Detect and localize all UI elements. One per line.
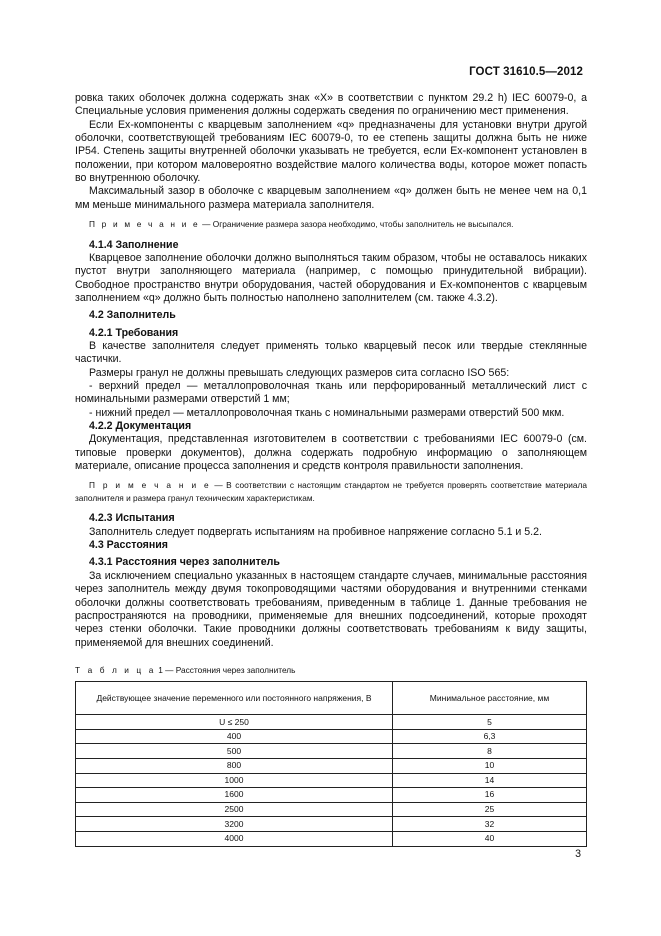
table-row [76, 802, 587, 817]
table-row [76, 831, 587, 846]
paragraph: ровка таких оболочек должна содержать знак «X» в соответствии с пунктом 29.2 h) IEC 60079-0, а Специальные условия применения должны содержать сведения по ограничению мест применения. [75, 92, 587, 118]
distances-table [75, 681, 587, 846]
distance-cell: 16 [393, 788, 587, 803]
distance-cell: 6,3 [393, 729, 587, 744]
distance-cell: 40 [393, 831, 587, 846]
paragraph: В качестве заполнителя следует применять только кварцевый песок или твердые стеклянные частички. [75, 340, 587, 366]
voltage-cell: 500 [76, 744, 393, 759]
note [75, 479, 587, 504]
distance-cell: 8 [393, 744, 587, 759]
note-text: — Ограничение размера зазора необходимо, чтобы заполнитель не высыпался. [199, 219, 514, 230]
note-text: — В соответствии с настоящим стандартом не требуется проверять соответствие материала заполнителя и размера гранул техническим характеристикам. [75, 480, 587, 503]
table-row [76, 744, 587, 759]
section-heading: 4.2.2 Документация [89, 420, 192, 433]
paragraph: Максимальный зазор в оболочке с кварцевым заполнением «q» должен быть не менее чем на 0,1 мм меньше минимального размера материала заполнителя. [75, 185, 587, 211]
section-heading: 4.3 Расстояния [89, 539, 168, 552]
section-heading: 4.2 Заполнитель [89, 309, 176, 322]
table-caption-label: Т а б л и ц а [75, 664, 156, 675]
voltage-cell: 400 [76, 729, 393, 744]
paragraph: Размеры гранул не должны превышать следующих размеров сита согласно ISO 565: [89, 366, 510, 379]
voltage-cell: U ≤ 250 [76, 715, 393, 730]
note-label: П р и м е ч а н и е [89, 219, 200, 230]
table-caption-text: 1 — Расстояния через заполнитель [155, 664, 296, 675]
section-heading: 4.3.1 Расстояния через заполнитель [89, 556, 280, 569]
voltage-cell: 1600 [76, 788, 393, 803]
list-item: - нижний предел — металлопроволочная ткань с номинальными размерами отверстий 500 мкм. [89, 406, 565, 419]
distance-cell: 10 [393, 759, 587, 774]
page-number: 3 [575, 848, 581, 860]
distance-cell: 32 [393, 817, 587, 832]
paragraph: Кварцевое заполнение оболочки должно выполняться таким образом, чтобы не оставалось никаких пустот внутри заполняющего материала (например, с помощью принудительной вибрации). Свободное пространство внутри оборудования, частей оборудования и Ex-компонентов с кварцевым заполнением «q» должно быть полностью наполнено заполнителем (см. также 4.3.2). [75, 251, 587, 304]
column-header-distance: Минимальное расстояние, мм [393, 682, 587, 715]
column-header-voltage: Действующее значение переменного или постоянного напряжения, В [76, 682, 393, 715]
document-header: ГОСТ 31610.5—2012 [469, 66, 583, 78]
paragraph: За исключением специально указанных в настоящем стандарте случаев, минимальные расстояния через заполнитель между двумя токопроводящими частями оборудования и внутренними стенками оболочки должны соответствовать требованиям, приведенным в таблице 1. Данные требования не распространяются на проводники, применяемые для внешних подсоединений, которые проходят через стенки оболочки. Такие проводники должны соответствовать требованиям к виду защиты, применяемой для внешних соединений. [75, 569, 587, 649]
paragraph: Если Ex-компоненты с кварцевым заполнением «q» предназначены для установки внутри другой оболочки, соответствующей требованиям IEC 60079-0, то ее степень защиты должна быть не ниже IP54. Степень защиты внутренней оболочки указывать не требуется, если Ex-компонент установлен в положении, при котором маловероятно воздействие малого количества воды, которое может попасть во внутреннюю оболочку. [75, 118, 587, 185]
paragraph: Документация, представленная изготовителем в соответствии с требованиями IEC 60079-0 (см. типовые проверки документов), должна содержать подробную информацию о заполняющем материале, описание процесса заполнения и средств контроля правильности заполнения. [75, 433, 587, 473]
distance-cell: 5 [393, 715, 587, 730]
section-heading: 4.1.4 Заполнение [89, 238, 179, 251]
note [75, 218, 587, 231]
table-row [76, 788, 587, 803]
voltage-cell: 4000 [76, 831, 393, 846]
paragraph: Заполнитель следует подвергать испытаниям на пробивное напряжение согласно 5.1 и 5.2. [89, 525, 542, 538]
table-caption [75, 664, 587, 677]
table-row [76, 817, 587, 832]
table-row [76, 759, 587, 774]
table-row [76, 729, 587, 744]
distance-cell: 25 [393, 802, 587, 817]
list-item: - верхний предел — металлопроволочная ткань или перфорированный металлический лист с номинальными размерами отверстий 1 мм; [75, 380, 587, 406]
table-row [76, 773, 587, 788]
note-label: П р и м е ч а н и е [89, 480, 211, 491]
distance-cell: 14 [393, 773, 587, 788]
voltage-cell: 2500 [76, 802, 393, 817]
voltage-cell: 3200 [76, 817, 393, 832]
voltage-cell: 800 [76, 759, 393, 774]
table-header-row [76, 682, 587, 715]
section-heading: 4.2.1 Требования [89, 326, 179, 339]
page-content [75, 92, 587, 847]
table-row [76, 715, 587, 730]
section-heading: 4.2.3 Испытания [89, 512, 175, 525]
voltage-cell: 1000 [76, 773, 393, 788]
